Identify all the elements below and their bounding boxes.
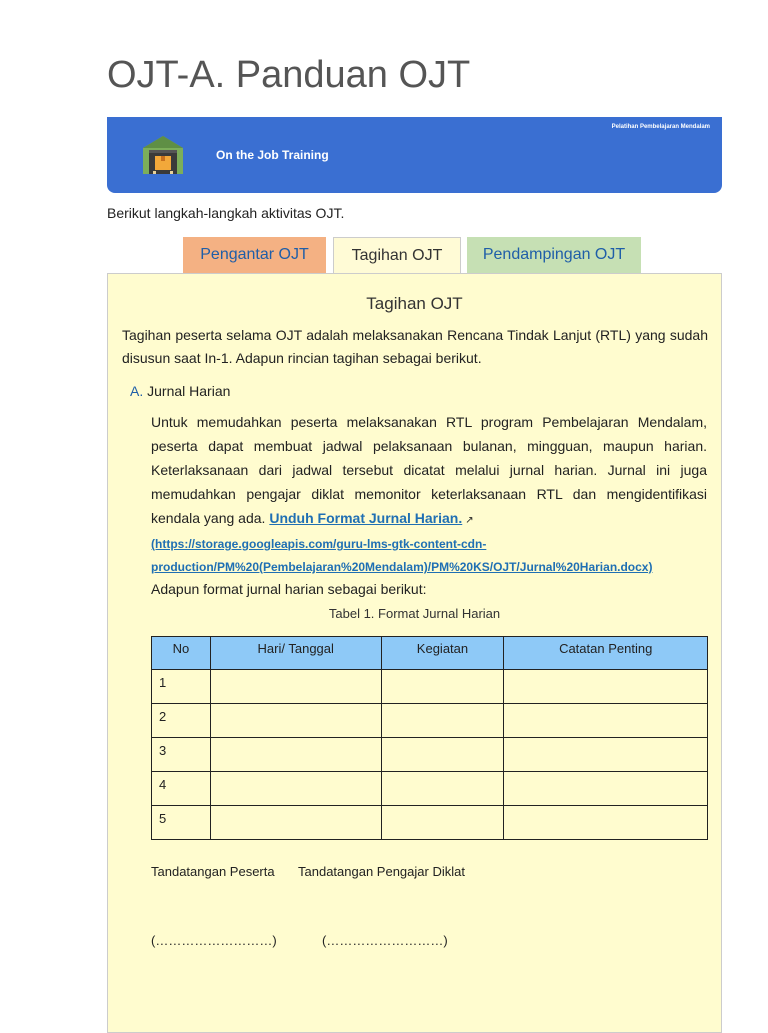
- table-cell: [381, 704, 504, 738]
- table-cell: [210, 738, 381, 772]
- download-url[interactable]: (https://storage.googleapis.com/guru-lms-gtk-content-cdn-production/PM%20(Pembelajaran%20Mendalam)/PM%20KS/OJT/Jurnal%20Harian.docx): [151, 537, 653, 574]
- intro-text: Berikut langkah-langkah aktivitas OJT.: [107, 205, 345, 221]
- tab-panel: [107, 273, 722, 1033]
- section-letter: A.: [130, 383, 144, 399]
- table-row: [152, 806, 708, 840]
- banner: [107, 117, 722, 193]
- header-date: Hari/ Tanggal: [210, 637, 381, 670]
- table-cell: 1: [152, 670, 211, 704]
- section-text: Untuk memudahkan peserta melaksanakan RTL program Pembelajaran Mendalam, peserta dapat membuat jadwal pelaksanaan bulanan, mingguan, maupun harian. Keterlaksanaan dari jadwal tersebut dicatat melalui jurnal harian. Jurnal ini juga memudahkan pengajar diklat memonitor keterlaksanaan RTL dan mengidentifikasi kendala yang ada.: [151, 414, 707, 526]
- banner-tagline: Pelatihan Pembelajaran Mendalam: [611, 124, 710, 130]
- warehouse-icon: [139, 130, 187, 178]
- panel-title: Tagihan OJT: [366, 294, 463, 313]
- table-cell: [504, 806, 708, 840]
- table-cell: [210, 772, 381, 806]
- table-row: [152, 772, 708, 806]
- table-cell: [210, 704, 381, 738]
- table-cell: 4: [152, 772, 211, 806]
- signature-line-peserta: (………………………): [151, 933, 277, 948]
- table-cell: [504, 670, 708, 704]
- header-activity: Kegiatan: [381, 637, 504, 670]
- external-link-icon: ↗: [465, 515, 474, 526]
- table-cell: [504, 738, 708, 772]
- header-no: No: [152, 637, 211, 670]
- section-title: Jurnal Harian: [147, 383, 231, 399]
- table-cell: 5: [152, 806, 211, 840]
- table-caption: Tabel 1. Format Jurnal Harian: [328, 606, 501, 621]
- section-paragraph: [151, 410, 707, 533]
- download-link[interactable]: Unduh Format Jurnal Harian.: [269, 510, 463, 526]
- signature-peserta-label: Tandatangan Peserta: [151, 864, 275, 879]
- intro-paragraph: Tagihan peserta selama OJT adalah melaksanakan Rencana Tindak Lanjut (RTL) yang sudah disusun saat In-1. Adapun rincian tagihan sebagai berikut.: [122, 327, 708, 366]
- table-cell: [381, 670, 504, 704]
- tab-pengantar[interactable]: Pengantar OJT: [183, 237, 326, 273]
- table-cell: [504, 704, 708, 738]
- section-heading: [130, 383, 230, 399]
- table-row: [152, 704, 708, 738]
- table-cell: [381, 772, 504, 806]
- page-title: OJT-A. Panduan OJT: [107, 54, 471, 96]
- table-cell: [381, 806, 504, 840]
- table-cell: [210, 806, 381, 840]
- table-row: [152, 670, 708, 704]
- signature-pengajar-label: Tandatangan Pengajar Diklat: [298, 864, 465, 879]
- banner-title: On the Job Training: [216, 148, 329, 162]
- header-notes: Catatan Penting: [504, 637, 708, 670]
- tab-pendampingan[interactable]: Pendampingan OJT: [467, 237, 641, 273]
- tab-tagihan[interactable]: Tagihan OJT: [333, 237, 461, 274]
- table-header-row: [152, 637, 708, 670]
- format-intro: Adapun format jurnal harian sebagai berikut:: [151, 581, 427, 597]
- table-cell: [210, 670, 381, 704]
- signature-line-pengajar: (………………………): [322, 933, 448, 948]
- table-cell: 3: [152, 738, 211, 772]
- journal-table: [151, 636, 708, 840]
- table-cell: [504, 772, 708, 806]
- table-cell: 2: [152, 704, 211, 738]
- table-cell: [381, 738, 504, 772]
- table-row: [152, 738, 708, 772]
